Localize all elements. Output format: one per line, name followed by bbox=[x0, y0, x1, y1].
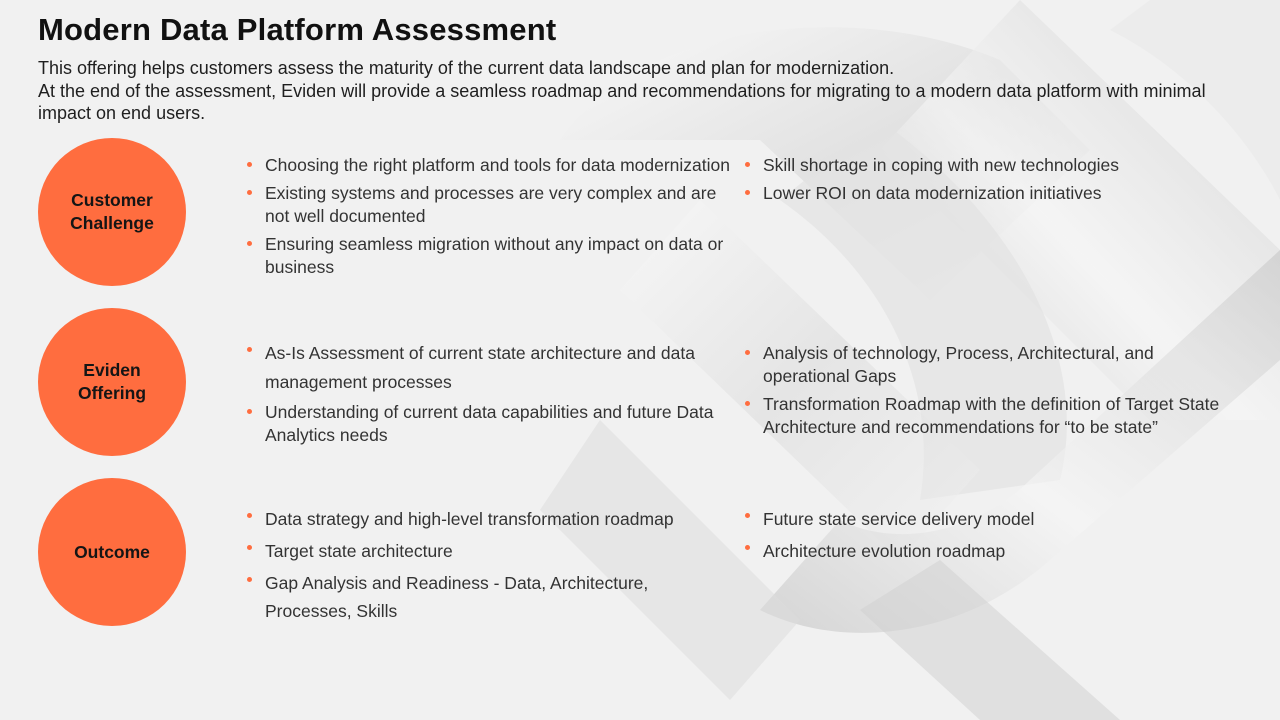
list-item: Understanding of current data capabilities and future Data Analytics needs bbox=[247, 401, 717, 447]
circle-label: Challenge bbox=[70, 213, 154, 233]
circle-label: Customer bbox=[71, 190, 153, 210]
intro-text bbox=[38, 57, 1258, 125]
list-item: Ensuring seamless migration without any impact on data or business bbox=[247, 233, 742, 279]
circle-label: Offering bbox=[77, 383, 147, 403]
list-item: Data strategy and high-level transformation roadmap bbox=[247, 505, 727, 533]
offering-list-right bbox=[745, 342, 1245, 444]
list-item: Choosing the right platform and tools for data modernization bbox=[247, 154, 742, 177]
challenge-list-left bbox=[247, 154, 742, 284]
outcome-circle bbox=[38, 478, 186, 626]
intro-line: At the end of the assessment, Eviden will provide a seamless roadmap and recommendations for migrating to a modern data platform with minimal impact on end users. bbox=[38, 80, 1206, 123]
list-item: Existing systems and processes are very complex and are not well documented bbox=[247, 182, 742, 228]
eviden-offering-circle bbox=[38, 308, 186, 456]
list-item: Future state service delivery model bbox=[745, 505, 1245, 533]
list-item: Target state architecture bbox=[247, 537, 727, 565]
list-item: Lower ROI on data modernization initiatives bbox=[745, 182, 1245, 205]
list-item: Skill shortage in coping with new technologies bbox=[745, 154, 1245, 177]
circle-label: Eviden bbox=[83, 360, 141, 380]
outcome-list-left bbox=[247, 505, 727, 629]
circle-label: Outcome bbox=[74, 541, 150, 562]
list-item: As-Is Assessment of current state architecture and data management processes bbox=[247, 339, 717, 397]
list-item: Gap Analysis and Readiness - Data, Architecture, Processes, Skills bbox=[247, 569, 727, 625]
list-item: Transformation Roadmap with the definition of Target State Architecture and recommendations for “to be state” bbox=[745, 393, 1245, 439]
list-item: Analysis of technology, Process, Architectural, and operational Gaps bbox=[745, 342, 1245, 388]
customer-challenge-circle bbox=[38, 138, 186, 286]
page-title: Modern Data Platform Assessment bbox=[38, 12, 557, 47]
offering-list-left bbox=[247, 339, 717, 451]
outcome-list-right bbox=[745, 505, 1245, 569]
challenge-list-right bbox=[745, 154, 1245, 210]
list-item: Architecture evolution roadmap bbox=[745, 537, 1245, 565]
intro-line: This offering helps customers assess the maturity of the current data landscape and plan for modernization. bbox=[38, 58, 895, 78]
